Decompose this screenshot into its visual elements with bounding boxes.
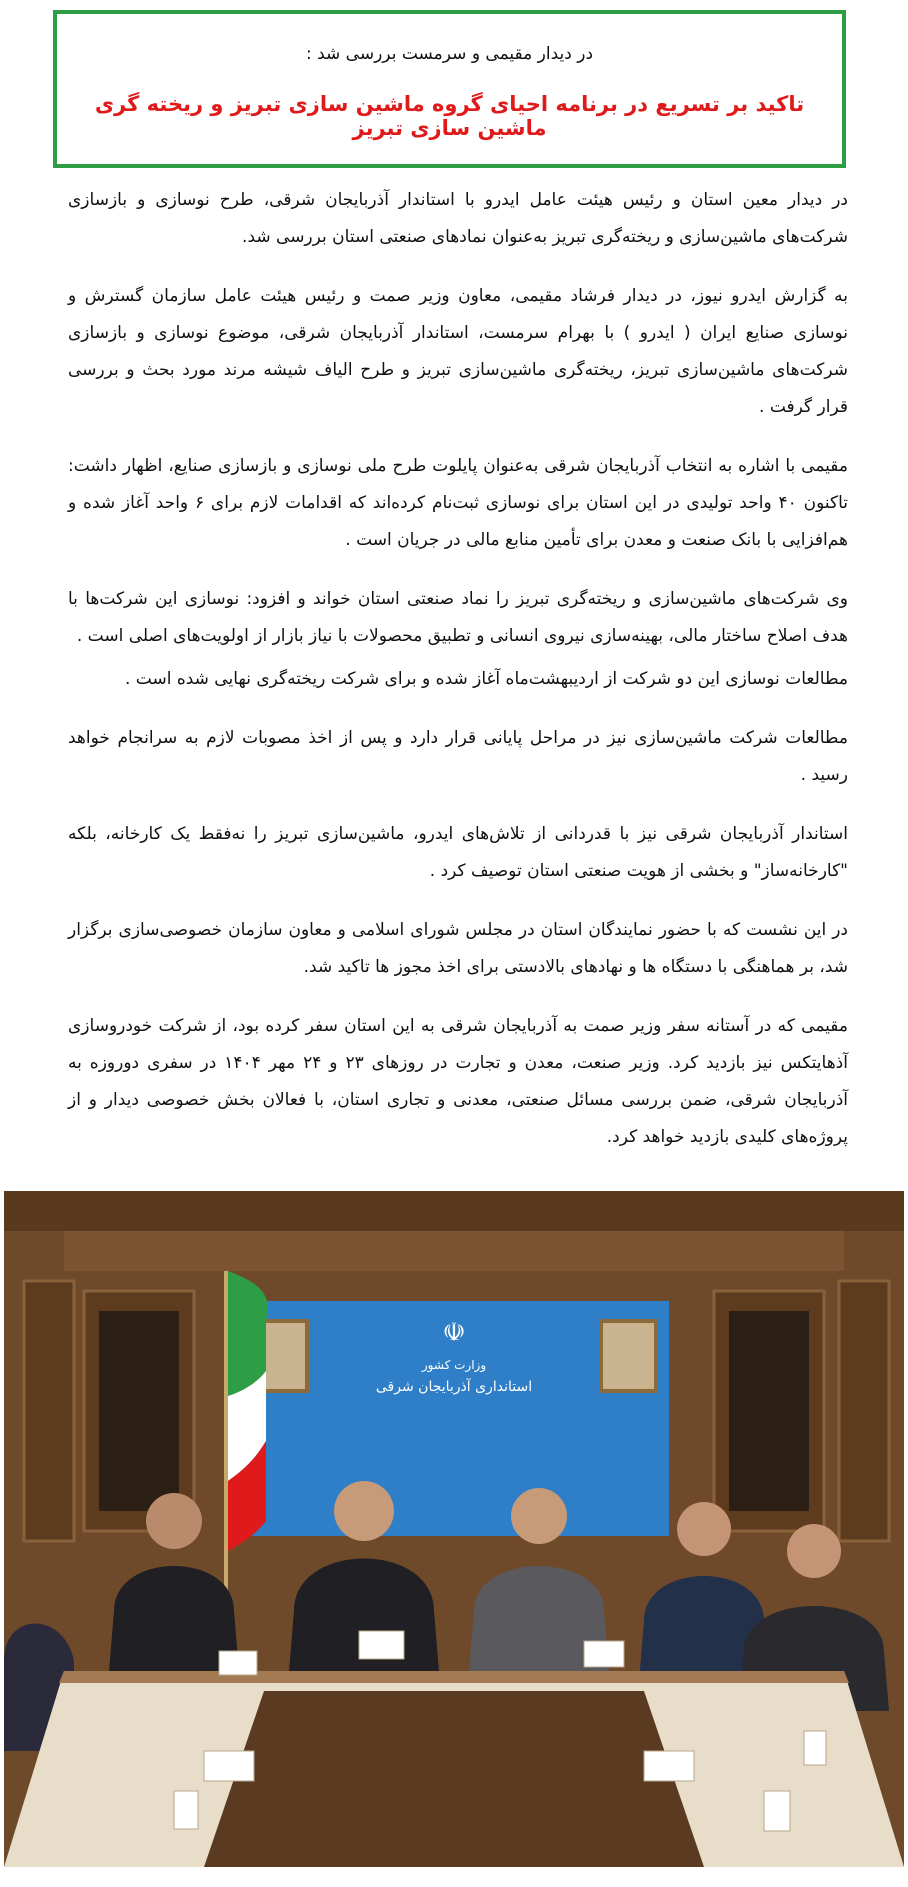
kicker-subtitle: در دیدار مقیمی و سرمست بررسی شد : [305,44,594,64]
paragraph-lead: در دیدار معین استان و رئیس هیئت عامل ایدرو با استاندار آذربایجان شرقی، طرح نوسازی و بازسازی شرکت‌های ماشین‌سازی و ریخته‌گری تبریز به‌عنوان نمادهای صنعتی استان بررسی شد. [68,190,848,247]
meeting-photo [4,1191,904,1867]
paragraph: مطالعات نوسازی این دو شرکت از اردیبهشت‌ماه آغاز شده و برای شرکت ریخته‌گری نهایی شده است . [124,669,848,689]
paragraph: مطالعات شرکت ماشین‌سازی نیز در مراحل پایانی قرار دارد و پس از اخذ مصوبات لازم به سرانجام خواهد رسید . [68,728,848,785]
paragraph: مقیمی با اشاره به انتخاب آذربایجان شرقی به‌عنوان پایلوت طرح ملی نوسازی و بازسازی صنایع، اظهار داشت: تاکنون ۴۰ واحد تولیدی در این استان برای نوسازی ثبت‌نام کرده‌اند که اقدامات لازم برای ۶ واحد آغاز شده و هم‌افزایی با بانک صنعت و معدن برای تأمین منابع مالی در جریان است . [68,456,848,550]
banner-line-2: استانداری آذربایجان شرقی [375,1379,533,1395]
paragraph: در این نشست که با حضور نمایندگان استان در مجلس شورای اسلامی و معاون سازمان خصوصی‌سازی برگزار شد، بر هماهنگی با دستگاه ها و نهادهای بالادستی برای اخذ مجوز ها تاکید شد. [68,920,848,977]
paragraph: استاندار آذربایجان شرقی نیز با قدردانی از تلاش‌های ایدرو، ماشین‌سازی تبریز را نه‌فقط یک کارخانه، بلکه "کارخانه‌ساز" و بخشی از هویت صنعتی استان توصیف کرد . [68,824,848,881]
article-body [68,182,848,1178]
article-headline: تاکید بر تسریع در برنامه احیای گروه ماشین سازی تبریز و ریخته گری ماشین سازی تبریز [94,92,805,140]
emblem-icon: ☫ [442,1318,466,1348]
paragraph: مقیمی که در آستانه سفر وزیر صمت به آذربایجان شرقی به این استان سفر کرده بود، از شرکت خودروسازی آذهایتکس نیز بازدید کرد. وزیر صنعت، معدن و تجارت در روزهای ۲۳ و ۲۴ مهر ۱۴۰۴ در سفری دوروزه به آذربایجان شرقی، ضمن بررسی مسائل صنعتی، معدنی و تجاری استان، با فعالان بخش خصوصی دیدار و از پروژه‌های کلیدی بازدید خواهد کرد. [68,1016,848,1147]
portrait-frame [601,1321,656,1391]
banner-line-1: وزارت کشور [421,1358,487,1372]
paragraph: وی شرکت‌های ماشین‌سازی و ریخته‌گری تبریز را نماد صنعتی استان خواند و افزود: نوسازی این شرکت‌ها با هدف اصلاح ساختار مالی، بهینه‌سازی نیروی انسانی و تطبیق محصولات با نیاز بازار از اولویت‌های اصلی است . [68,589,848,646]
paragraph: به گزارش ایدرو نیوز، در دیدار فرشاد مقیمی، معاون وزیر صمت و رئیس هیئت عامل سازمان گسترش و نوسازی صنایع ایران ( ایدرو ) با بهرام سرمست، استاندار آذربایجان شرقی، موضوع نوسازی و بازسازی شرکت‌های ماشین‌سازی تبریز، ریخته‌گری ماشین‌سازی تبریز و طرح الیاف شیشه مرند مورد بحث و بررسی قرار گرفت . [68,286,848,417]
headline-box [53,10,846,168]
